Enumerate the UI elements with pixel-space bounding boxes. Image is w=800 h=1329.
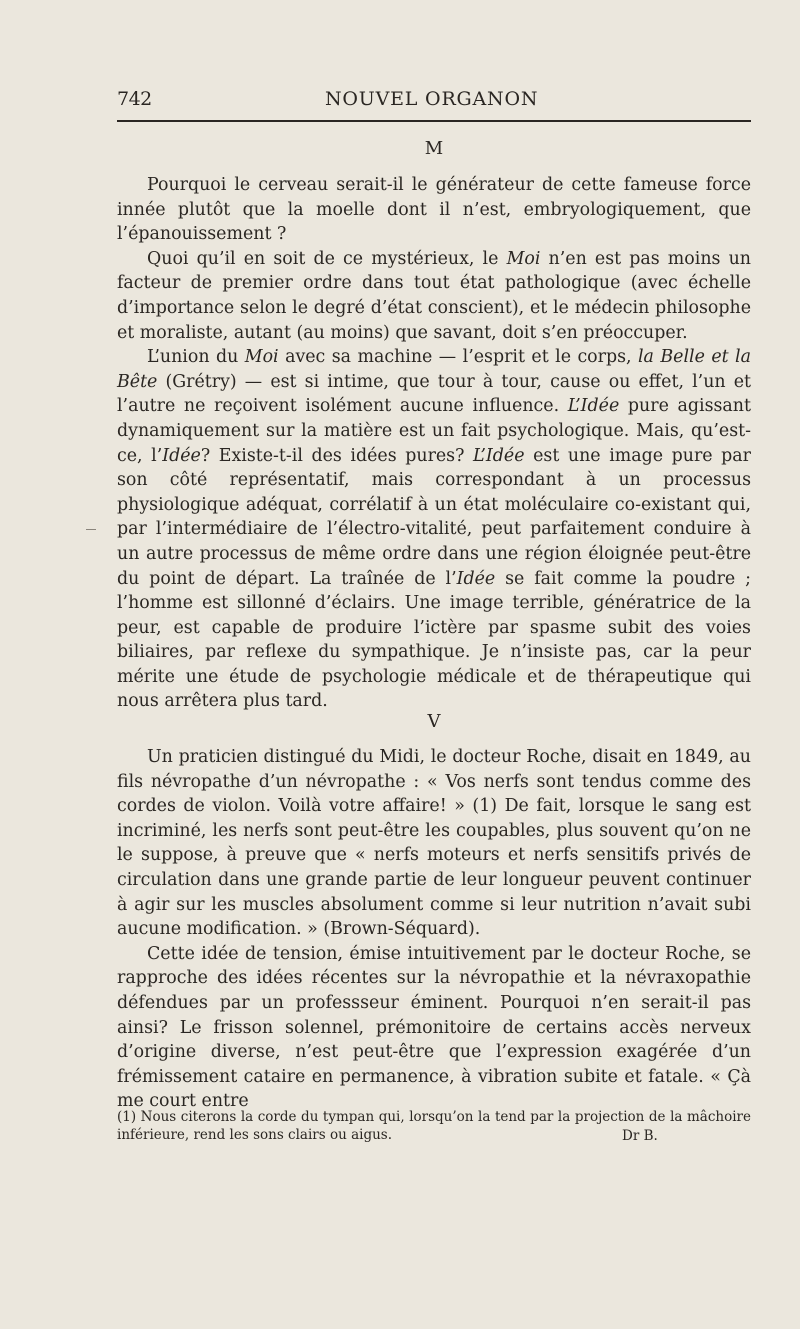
paragraph: Quoi qu’il en soit de ce mystérieux, le Moi n’en est pas moins un facteur de premier ordre dans tout état pathologique (avec échelle d’importance selon le degré d’état conscient), et le médecin philosophe et moraliste, autant (au moins) que savant, doit s’en préoccuper. bbox=[117, 248, 751, 343]
section-heading-m: M bbox=[424, 138, 444, 159]
section-v-body bbox=[117, 745, 751, 1114]
paragraph: Un praticien distingué du Midi, le docteur Roche, disait en 1849, au fils névropathe d’un névropathe : « Vos nerfs sont tendus comme des cordes de violon. Voilà votre affaire! » (1) De fait, lorsque le sang est incriminé, les nerfs sont peut-être les coupables, plus souvent qu’on ne le suppose, à preuve que « nerfs moteurs et nerfs sensitifs privés de circulation dans une grande partie de leur longueur peuvent continuer à agir sur les muscles absolument comme si leur nutrition n’avait subi aucune modification. » (Brown-Séquard). bbox=[117, 747, 751, 940]
running-head bbox=[117, 88, 751, 118]
section-m-body bbox=[117, 173, 751, 714]
paragraph: L’union du Moi avec sa machine — l’esprit et le corps, la Belle et la Bête (Grétry) — est si intime, que tour à tour, cause ou effet, l’un et l’autre ne reçoivent isolément aucune influence. L’Idée pure agissant dynamiquement sur la matière est un fait psychologique. Mais, qu’est-ce, l’Idée? Existe-t-il des idées pures? L’Idée est une image pure par son côté représentatif, mais correspondant à un processus physiologique adéquat, corrélatif à un état moléculaire co-existant qui, par l’intermédiaire de l’électro-vitalité, peut parfaitement conduire à un autre processus de même ordre dans une région éloignée peut-être du point de départ. La traînée de l’Idée se fait comme la poudre ; l’homme est sillonné d’éclairs. Une image terrible, génératrice de la peur, est capable de produire l’ictère par spasme subit des voies biliaires, par reflexe du sympathique. Je n’insiste pas, car la peur mérite une étude de psychologie médicale et de thérapeutique qui nous arrêtera plus tard. bbox=[117, 347, 751, 712]
paragraph: Pourquoi le cerveau serait-il le générateur de cette fameuse force innée plutôt que la moelle dont il n’est, embryologiquement, que l’épanouissement ? bbox=[117, 175, 751, 245]
running-title: NOUVEL ORGANON bbox=[325, 88, 539, 110]
header-rule bbox=[117, 120, 751, 122]
page-number: 742 bbox=[117, 88, 152, 110]
margin-mark bbox=[86, 529, 96, 530]
footnote-text: (1) Nous citerons la corde du tympan qui, lorsqu’on la tend par la projection de la mâchoire inférieure, rend les sons clairs ou aigus. bbox=[117, 1109, 751, 1143]
section-heading-v: V bbox=[427, 711, 441, 732]
paragraph: Cette idée de tension, émise intuitivement par le docteur Roche, se rapproche des idées récentes sur la névropathie et la névraxopathie défendues par un professseur éminent. Pourquoi n’en serait-il pas ainsi? Le frisson solennel, prémonitoire de certains accès nerveux d’origine diverse, n’est peut-être que l’expression exagérée d’un frémissement cataire en permanence, à vibration subite et fatale. « Çà me court entre bbox=[117, 943, 751, 1112]
footnote-signature: Dr B. bbox=[622, 1128, 658, 1144]
